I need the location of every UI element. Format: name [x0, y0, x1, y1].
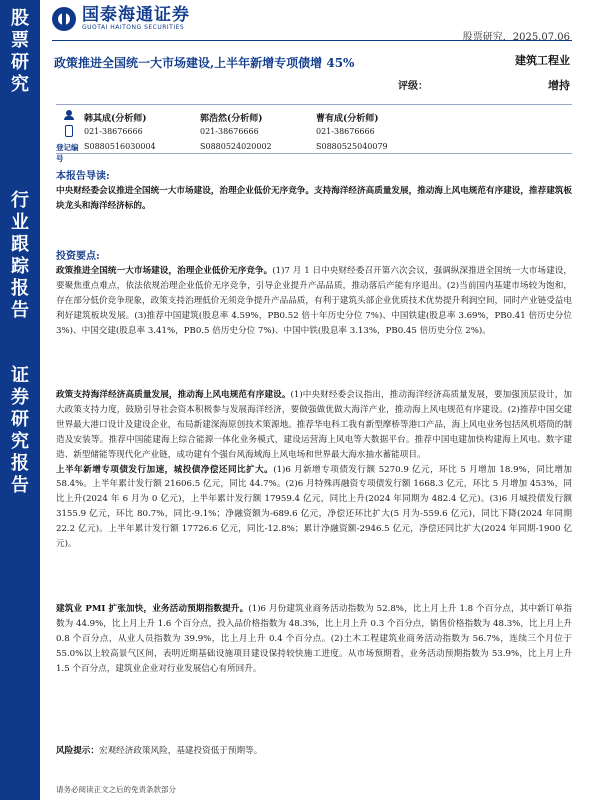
analyst-phone: 021-38676666 — [200, 127, 259, 136]
analyst-phones-row — [56, 127, 572, 136]
sidebar-char: 告 — [11, 475, 29, 496]
analyst-registration-id: S0880524020002 — [200, 142, 272, 151]
logo-english-name: GUOTAI HAITONG SECURITIES — [82, 24, 185, 31]
point-lead: 建筑业 PMI 扩张加快，业务活动预期指数提升。 — [56, 604, 249, 614]
sidebar-char: 研 — [11, 52, 29, 73]
sidebar-char: 研 — [11, 409, 29, 430]
sidebar-char: 报 — [11, 453, 29, 474]
sidebar-char: 报 — [11, 278, 29, 299]
sidebar-char: 股 — [11, 8, 29, 29]
risk-warning-label: 风险提示： — [56, 746, 99, 756]
analyst-registration-id: S0880525040079 — [316, 142, 388, 151]
point-body: (1)7 月 1 日中央财经委召开第六次会议，强调纵深推进全国统一大市场建设，要聚焦重点难点，依法依规治理企业低价无序竞争，引导企业提升产品品质，推动落后产能有序退出。(2)当前国内基建市场较为饱和，存在部分低价竞争现象，政策支持治理低价无须竞争提升产品品质，有利于建筑头部企业优质技术优势提升利润空间，同时产业链受益电利好建筑板块发展。(3)推荐中国建筑(股息率 4.59%，PB0.52 倍十年历史分位 7%)、中国铁建(股息率 3.69%，PB0.41 倍历史分位 3%)、中国交建(股息率 3.41%，PB0.5 倍历史分位 7%)、中国中铁(股息率 3.13%，PB0.45 倍历史分位 2%)。 — [56, 266, 572, 336]
analyst-name: 郭浩然(分析师) — [200, 114, 263, 124]
sidebar-char: 跟 — [11, 234, 29, 255]
analyst-name: 韩其成(分析师) — [84, 114, 147, 124]
sidebar-char: 票 — [11, 30, 29, 51]
investment-point-paragraph — [56, 388, 572, 552]
sidebar-char: 证 — [11, 365, 29, 386]
company-logo — [52, 6, 190, 32]
guide-text: 中央财经委会议推进全国统一大市场建设，治理企业低价无序竞争。支持海洋经济高质量发展，推动海上风电规范有序建设，推荐建筑板块龙头和海洋经济标的。 — [56, 186, 572, 211]
sidebar-char: 行 — [11, 190, 29, 211]
logo-chinese-name: 国泰海通证券 — [82, 5, 190, 25]
point-lead: 政策推进全国统一大市场建设，治理企业低价无序竞争。 — [56, 266, 273, 276]
investment-point-paragraph — [56, 264, 572, 339]
point-body: (1)中央财经委会议指出，推动海洋经济高质量发展，要加强顶层设计，加大政策支持力度，鼓励引导社会资本积极参与发展海洋经济，要做强做优做大海洋产业，推动海上风电规范有序建设。(2)推荐中国交建世界最大港口设计及建设企业，布局新建深海原创技术策源地。推荐华电科工我有新型摩桥等港口产品，海上风电业务包括风机塔筒的制造及安装等。推荐中国能建海上综合能源一体化业务模式，建设运营海上风电等大数据平台。推荐中国电建加快构建海上风电、数字建造、新型储能等现代化产业链，成功建有个强台风海域海上风电场和世界最大海水抽水蓄能项目。 — [56, 390, 572, 460]
analyst-info-box — [56, 104, 572, 163]
sidebar-char: 踪 — [11, 256, 29, 277]
risk-warning-text: 宏观经济政策风险，基建投资低于预期等。 — [98, 746, 263, 756]
analyst-phone: 021-38676666 — [84, 127, 143, 136]
report-title: 政策推进全国统一大市场建设,上半年新增专项债增 45% — [54, 56, 355, 70]
investment-point-paragraph — [56, 602, 572, 677]
sidebar-label-securities-report — [0, 365, 40, 497]
sidebar-char: 究 — [11, 431, 29, 452]
guide-heading: 本报告导读: — [56, 171, 110, 182]
header-divider — [52, 40, 572, 41]
registration-id-label: 登记编号 — [56, 143, 79, 163]
risk-warning — [56, 744, 572, 759]
logo-mark-icon — [52, 7, 76, 31]
analyst-names-row — [56, 111, 572, 124]
point-body: (1)6 月份建筑业商务活动指数为 52.8%，比上月上升 1.8 个百分点，其中新订单指数为 44.9%，比上月上升 1.6 个百分点，投入品价格指数为 48.3%，比上月上升 0.3 个百分点，销售价格指数为 48.3%，比上月上升 0.8 个百分点，从业人员指数为 39.9%，比上月上升 0.4 个百分点。(2)土木工程建筑业商务活动指数为 56.7%，连续三个月位于 55.0%以上较高景气区间，表明近期基础设施项目建设保持较快施工进度。从市场预期看，业务活动预期指数为 53.9%，比上月上升 1.5 个百分点，建筑业企业对行业发展信心有所回升。 — [56, 604, 572, 674]
analyst-name: 曹有成(分析师) — [316, 114, 379, 124]
point-lead: 政策支持海洋经济高质量发展，推动海上风电规范有序建设。 — [56, 390, 291, 400]
analyst-registration-id: S0880516030004 — [84, 142, 156, 151]
investment-points-heading: 投资要点: — [56, 251, 100, 262]
rating-label: 评级： — [398, 81, 428, 92]
analyst-ids-row — [56, 142, 572, 164]
sidebar-char: 券 — [11, 387, 29, 408]
report-type-date: 股票研究．2025.07.06 — [462, 32, 570, 43]
point-lead: 上半年新增专项债发行加速，城投债净偿还同比扩大。 — [56, 464, 274, 475]
industry-name: 建筑工程业 — [515, 54, 570, 67]
analyst-phone: 021-38676666 — [316, 127, 375, 136]
sidebar-char: 业 — [11, 212, 29, 233]
disclaimer-footer: 请务必阅读正文之后的免责条款部分 — [56, 785, 176, 794]
page-header — [52, 0, 600, 43]
left-sidebar — [0, 0, 40, 800]
sidebar-label-stock-research — [0, 8, 40, 96]
sidebar-char: 告 — [11, 300, 29, 321]
sidebar-label-industry-tracking — [0, 190, 40, 322]
rating-value: 增持 — [548, 79, 570, 92]
point-body: (1)6 月新增专项债发行额 5270.9 亿元，环比 5 月增加 18.9%，同比增加 58.4%。上半年累计发行额 21606.5 亿元，同比 44.7%。(2)6 月特殊再融资专项债发行额 1668.3 亿元，环比 5 月增加 453%，同比上升(2024 年 6 月为 0 亿元)，上半年累计发行额 17959.4 亿元，同比上升(2024 年同期为 482.4 亿元)。(3)6 月城投债发行额 3155.9 亿元，环比 80.7%，同比-9.1%；净融资额为-689.6 亿元，净偿还环比扩大(5 月为-559.6 亿元)，同比下降(2024 年同期 22.2 亿元)。上半年累计发行额 17726.6 亿元，同比-12.8%；累计净融资额-2946.5 亿元，净偿还同比扩大(2024 年同期-1900 亿元)。 — [56, 464, 572, 550]
sidebar-char: 究 — [11, 74, 29, 95]
